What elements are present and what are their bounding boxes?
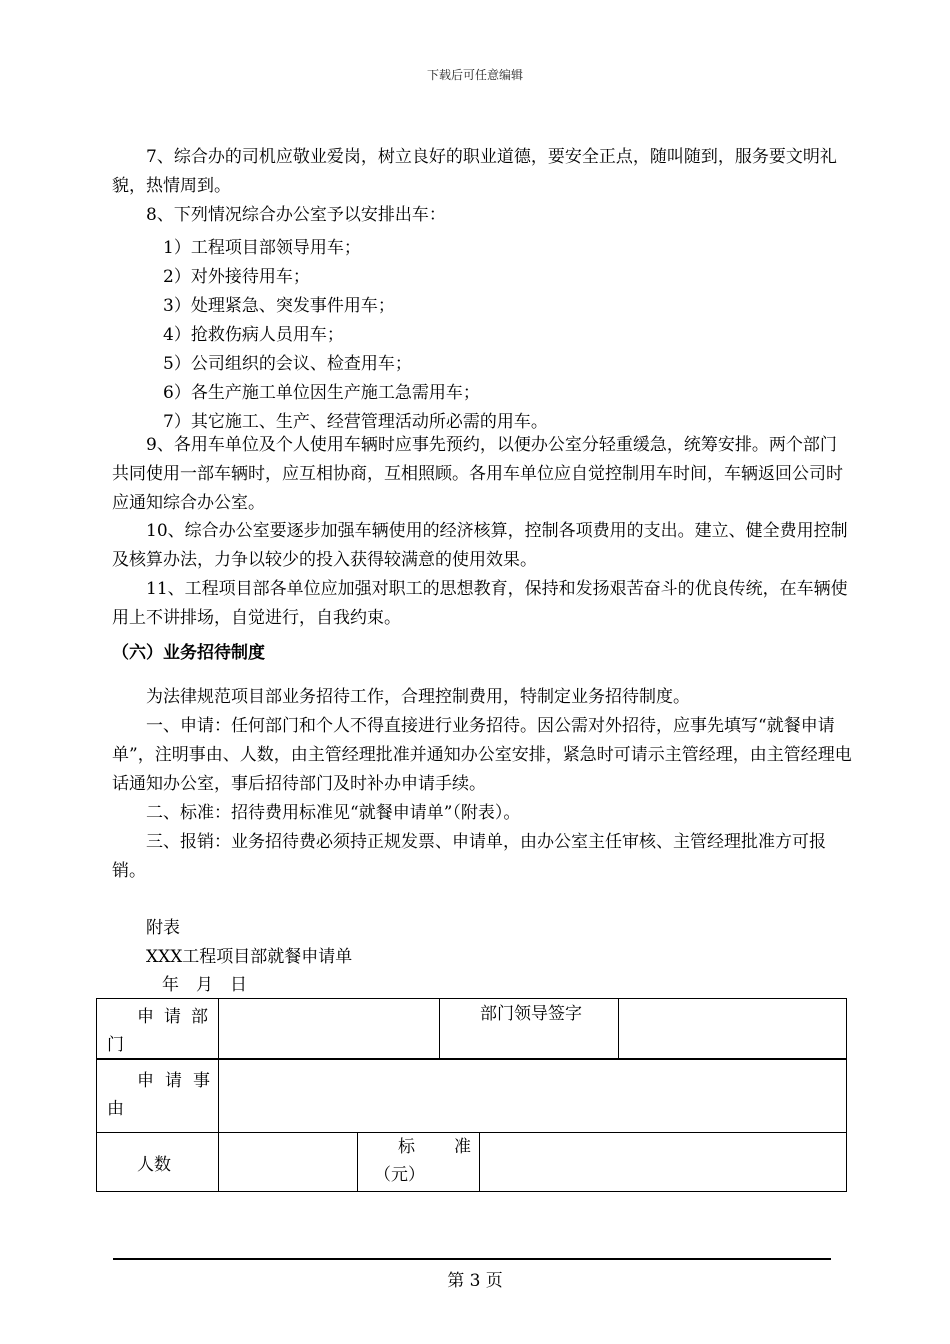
form-title: XXX工程项目部就餐申请单 bbox=[146, 947, 353, 967]
dept-input-cell[interactable] bbox=[219, 999, 440, 1060]
meal-request-form-row2 bbox=[96, 1058, 847, 1133]
standard-label-line1: 标 准 bbox=[398, 1137, 471, 1157]
paragraph-9: 9、各用车单位及个人使用车辆时应事先预约，以便办公室分轻重缓急，统筹安排。两个部门共同使用一部车辆时，应互相协商，互相照顾。各用车单位应自觉控制用车时间，车辆返回公司时应通知综合办公室。 bbox=[112, 435, 843, 513]
list-item: 3）处理紧急、突发事件用车； bbox=[163, 296, 395, 316]
standard-label-line2: （元） bbox=[374, 1165, 425, 1185]
paragraph-10: 10、综合办公室要逐步加强车辆使用的经济核算，控制各项费用的支出。建立、健全费用控制及核算办法，力争以较少的投入获得较满意的使用效果。 bbox=[112, 521, 848, 570]
paragraph-11: 11、工程项目部各单位应加强对职工的思想教育，保持和发扬艰苦奋斗的优良传统，在车辆使用上不讲排场，自觉进行，自我约束。 bbox=[112, 579, 848, 628]
people-input-cell[interactable] bbox=[219, 1133, 358, 1192]
leader-sign-label: 部门领导签字 bbox=[480, 1004, 582, 1024]
dept-label-line1: 申请部 bbox=[137, 1007, 208, 1027]
header-note: 下载后可任意编辑 bbox=[426, 68, 523, 82]
page-number: 第 3 页 bbox=[447, 1271, 503, 1291]
paragraph-8: 8、下列情况综合办公室予以安排出车： bbox=[146, 205, 446, 225]
list-item: 7）其它施工、生产、经营管理活动所必需的用车。 bbox=[163, 412, 548, 432]
people-label-cell bbox=[97, 1133, 219, 1192]
appendix-label: 附表 bbox=[146, 918, 180, 938]
standard-label-cell bbox=[358, 1133, 480, 1192]
list-item: 4）抢救伤病人员用车； bbox=[163, 325, 344, 345]
reason-label-line2: 由 bbox=[107, 1099, 124, 1119]
list-item: 2）对外接待用车； bbox=[163, 267, 310, 287]
dept-label-line2: 门 bbox=[107, 1035, 124, 1055]
standard-input-cell[interactable] bbox=[480, 1133, 847, 1192]
leader-sign-input-cell[interactable] bbox=[619, 999, 847, 1060]
footer-divider bbox=[113, 1258, 831, 1260]
section-intro: 为法律规范项目部业务招待工作，合理控制费用，特制定业务招待制度。 bbox=[146, 687, 690, 707]
reason-input-cell[interactable] bbox=[219, 1059, 847, 1133]
list-item: 1）工程项目部领导用车； bbox=[163, 238, 361, 258]
people-label: 人数 bbox=[137, 1154, 171, 1175]
leader-sign-label-cell bbox=[440, 999, 619, 1060]
meal-request-form bbox=[96, 998, 847, 1060]
reason-label-line1: 申请事 bbox=[137, 1071, 210, 1091]
meal-request-form-row3 bbox=[96, 1132, 847, 1192]
reason-label-cell bbox=[97, 1059, 219, 1133]
rule-reimburse: 三、报销：业务招待费必须持正规发票、申请单，由办公室主任审核、主管经理批准方可报销。 bbox=[112, 832, 826, 881]
form-date: 年 月 日 bbox=[162, 975, 247, 995]
section-heading: （六）业务招待制度 bbox=[112, 643, 265, 663]
rule-apply: 一、申请：任何部门和个人不得直接进行业务招待。因公需对外招待，应事先填写“就餐申请单”，注明事由、人数，由主管经理批准并通知办公室安排，紧急时可请示主管经理，由主管经理电话通知办公室，事后招待部门及时补办申请手续。 bbox=[112, 716, 852, 794]
rule-standard: 二、标准：招待费用标准见“就餐申请单”（附表）。 bbox=[146, 803, 521, 823]
list-item: 5）公司组织的会议、检查用车； bbox=[163, 354, 412, 374]
paragraph-7: 7、综合办的司机应敬业爱岗，树立良好的职业道德，要安全正点，随叫随到，服务要文明礼貌，热情周到。 bbox=[112, 147, 837, 196]
list-item: 6）各生产施工单位因生产施工急需用车； bbox=[163, 383, 480, 403]
dept-label-cell bbox=[97, 999, 219, 1060]
